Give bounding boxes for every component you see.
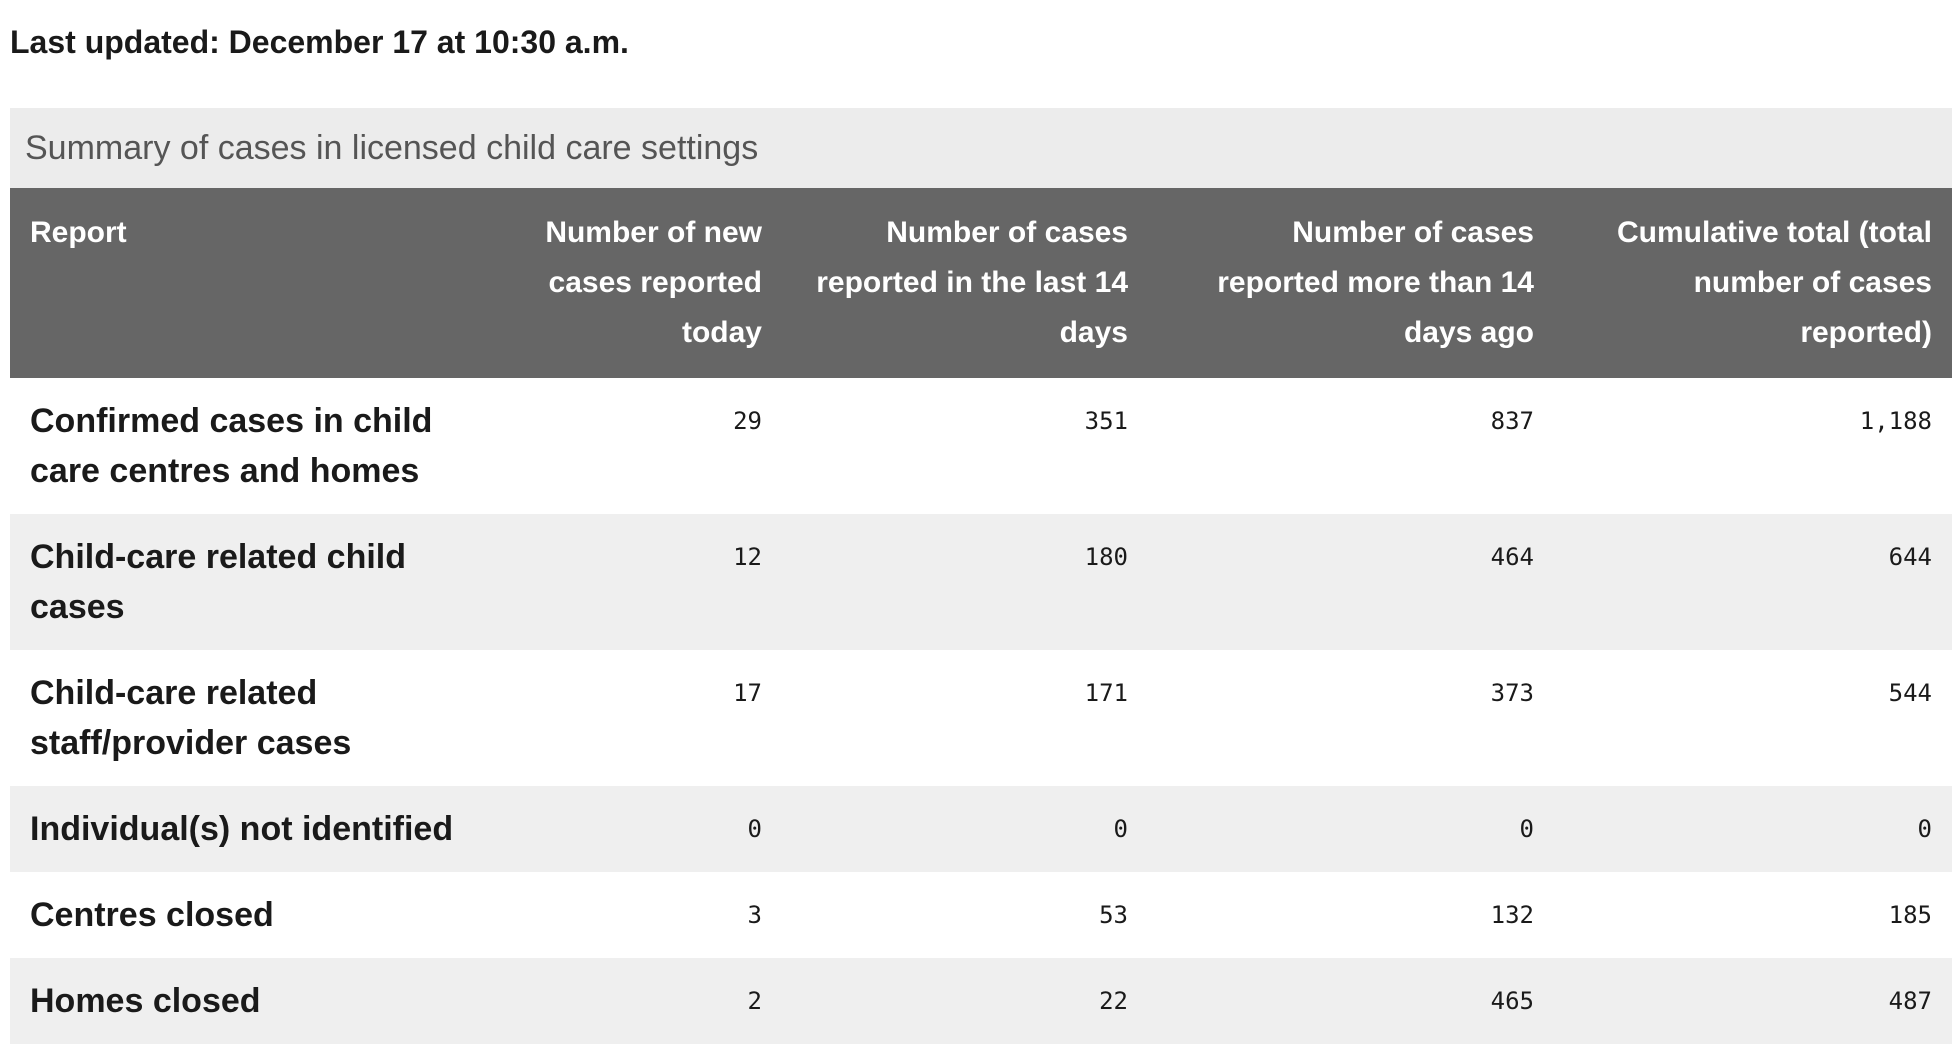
cell-last-14-days: 0 [782, 786, 1148, 872]
cell-new-today: 3 [490, 872, 782, 958]
cell-last-14-days: 351 [782, 378, 1148, 514]
summary-table-container [10, 108, 1952, 1044]
table-row [10, 786, 1952, 872]
row-label: Homes closed [10, 958, 490, 1044]
cell-over-14-days: 373 [1148, 650, 1554, 786]
column-header-cumulative-total: Cumulative total (total number of cases reported) [1554, 188, 1952, 378]
table-row [10, 378, 1952, 514]
column-header-over-14-days: Number of cases reported more than 14 days ago [1148, 188, 1554, 378]
column-header-report: Report [10, 188, 490, 378]
table-row [10, 872, 1952, 958]
cell-cumulative-total: 185 [1554, 872, 1952, 958]
table-header [10, 188, 1952, 378]
cell-new-today: 12 [490, 514, 782, 650]
cell-new-today: 29 [490, 378, 782, 514]
cell-cumulative-total: 644 [1554, 514, 1952, 650]
header-row [10, 188, 1952, 378]
cell-over-14-days: 0 [1148, 786, 1554, 872]
column-header-new-today: Number of new cases reported today [490, 188, 782, 378]
cell-last-14-days: 180 [782, 514, 1148, 650]
cell-over-14-days: 132 [1148, 872, 1554, 958]
row-label: Individual(s) not identified [10, 786, 490, 872]
cell-cumulative-total: 0 [1554, 786, 1952, 872]
cell-cumulative-total: 487 [1554, 958, 1952, 1044]
cell-new-today: 2 [490, 958, 782, 1044]
cell-last-14-days: 22 [782, 958, 1148, 1044]
cell-cumulative-total: 1,188 [1554, 378, 1952, 514]
table-row [10, 650, 1952, 786]
table-caption: Summary of cases in licensed child care settings [10, 108, 1952, 188]
table-row [10, 514, 1952, 650]
row-label: Child-care related staff/provider cases [10, 650, 490, 786]
table-row [10, 958, 1952, 1044]
cell-new-today: 0 [490, 786, 782, 872]
cell-over-14-days: 464 [1148, 514, 1554, 650]
cell-over-14-days: 465 [1148, 958, 1554, 1044]
cell-new-today: 17 [490, 650, 782, 786]
row-label: Centres closed [10, 872, 490, 958]
cell-over-14-days: 837 [1148, 378, 1554, 514]
row-label: Confirmed cases in child care centres and homes [10, 378, 490, 514]
row-label: Child-care related child cases [10, 514, 490, 650]
summary-table [10, 108, 1952, 1044]
cell-last-14-days: 171 [782, 650, 1148, 786]
cell-last-14-days: 53 [782, 872, 1148, 958]
cell-cumulative-total: 544 [1554, 650, 1952, 786]
column-header-last-14-days: Number of cases reported in the last 14 days [782, 188, 1148, 378]
table-body [10, 378, 1952, 1044]
last-updated-text: Last updated: December 17 at 10:30 a.m. [10, 24, 629, 60]
